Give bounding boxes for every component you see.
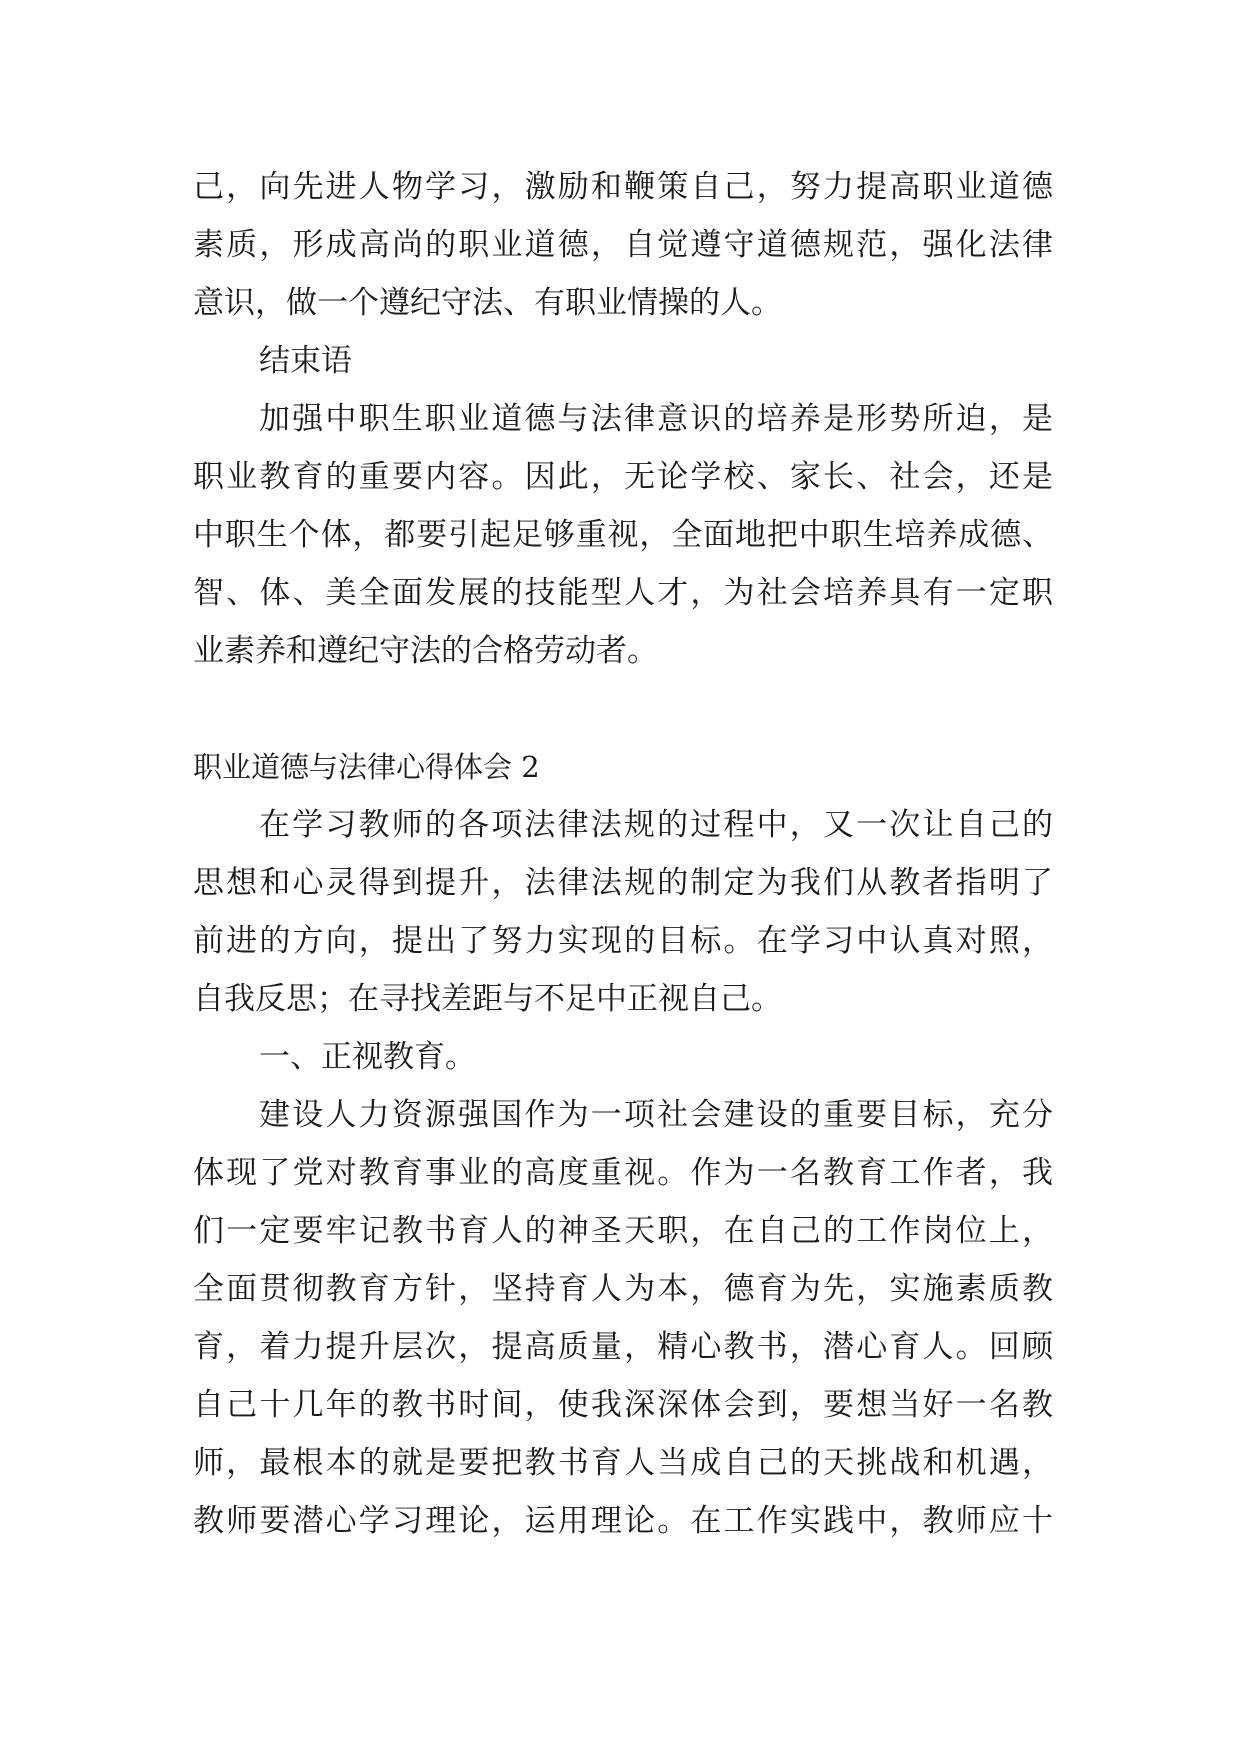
- section-spacer: [193, 680, 1053, 738]
- text-line: 教师要潜心学习理论，运用理论。在工作实践中，教师应十: [193, 1503, 1053, 1539]
- text-line: 己，向先进人物学习，激励和鞭策自己，努力提高职业道德: [193, 169, 1053, 205]
- text-line: 自己十几年的教书时间，使我深深体会到，要想当好一名教: [193, 1387, 1053, 1423]
- text-line: 自我反思；在寻找差距与不足中正视自己。: [193, 981, 782, 1017]
- conclusion-heading: 结束语: [259, 343, 352, 379]
- text-line: 智、体、美全面发展的技能型人才，为社会培养具有一定职: [193, 575, 1053, 611]
- text-line: 建设人力资源强国作为一项社会建设的重要目标，充分: [259, 1097, 1053, 1133]
- text-line: 中职生个体，都要引起足够重视，全面地把中职生培养成德、: [193, 517, 1053, 553]
- text-line: 意识，做一个遵纪守法、有职业情操的人。: [193, 285, 782, 321]
- conclusion-paragraph: [193, 390, 1053, 680]
- text-line: 前进的方向，提出了努力实现的目标。在学习中认真对照，: [193, 923, 1053, 959]
- text-line: 在学习教师的各项法律法规的过程中，又一次让自己的: [259, 807, 1053, 843]
- text-line: 育，着力提升层次，提高质量，精心教书，潜心育人。回顾: [193, 1329, 1053, 1365]
- text-line: 们一定要牢记教书育人的神圣天职，在自己的工作岗位上，: [193, 1213, 1053, 1249]
- paragraph-continuation: [193, 158, 1053, 332]
- text-line: 全面贯彻教育方针，坚持育人为本，德育为先，实施素质教: [193, 1271, 1053, 1307]
- body-paragraph: [193, 1086, 1053, 1550]
- text-line: 师，最根本的就是要把教书育人当成自己的天挑战和机遇，: [193, 1445, 1053, 1481]
- text-line: 加强中职生职业道德与法律意识的培养是形势所迫，是: [259, 401, 1053, 437]
- subheading: 一、正视教育。: [259, 1039, 476, 1075]
- text-line: 素质，形成高尚的职业道德，自觉遵守道德规范，强化法律: [193, 227, 1053, 263]
- section-title: 职业道德与法律心得体会 2: [193, 750, 540, 784]
- text-line: 业素养和遵纪守法的合格劳动者。: [193, 633, 658, 669]
- intro-paragraph: [193, 796, 1053, 1028]
- text-line: 思想和心灵得到提升，法律法规的制定为我们从教者指明了: [193, 865, 1053, 901]
- text-line: 职业教育的重要内容。因此，无论学校、家长、社会，还是: [193, 459, 1053, 495]
- text-line: 体现了党对教育事业的高度重视。作为一名教育工作者，我: [193, 1155, 1053, 1191]
- document-page: [193, 158, 1053, 1550]
